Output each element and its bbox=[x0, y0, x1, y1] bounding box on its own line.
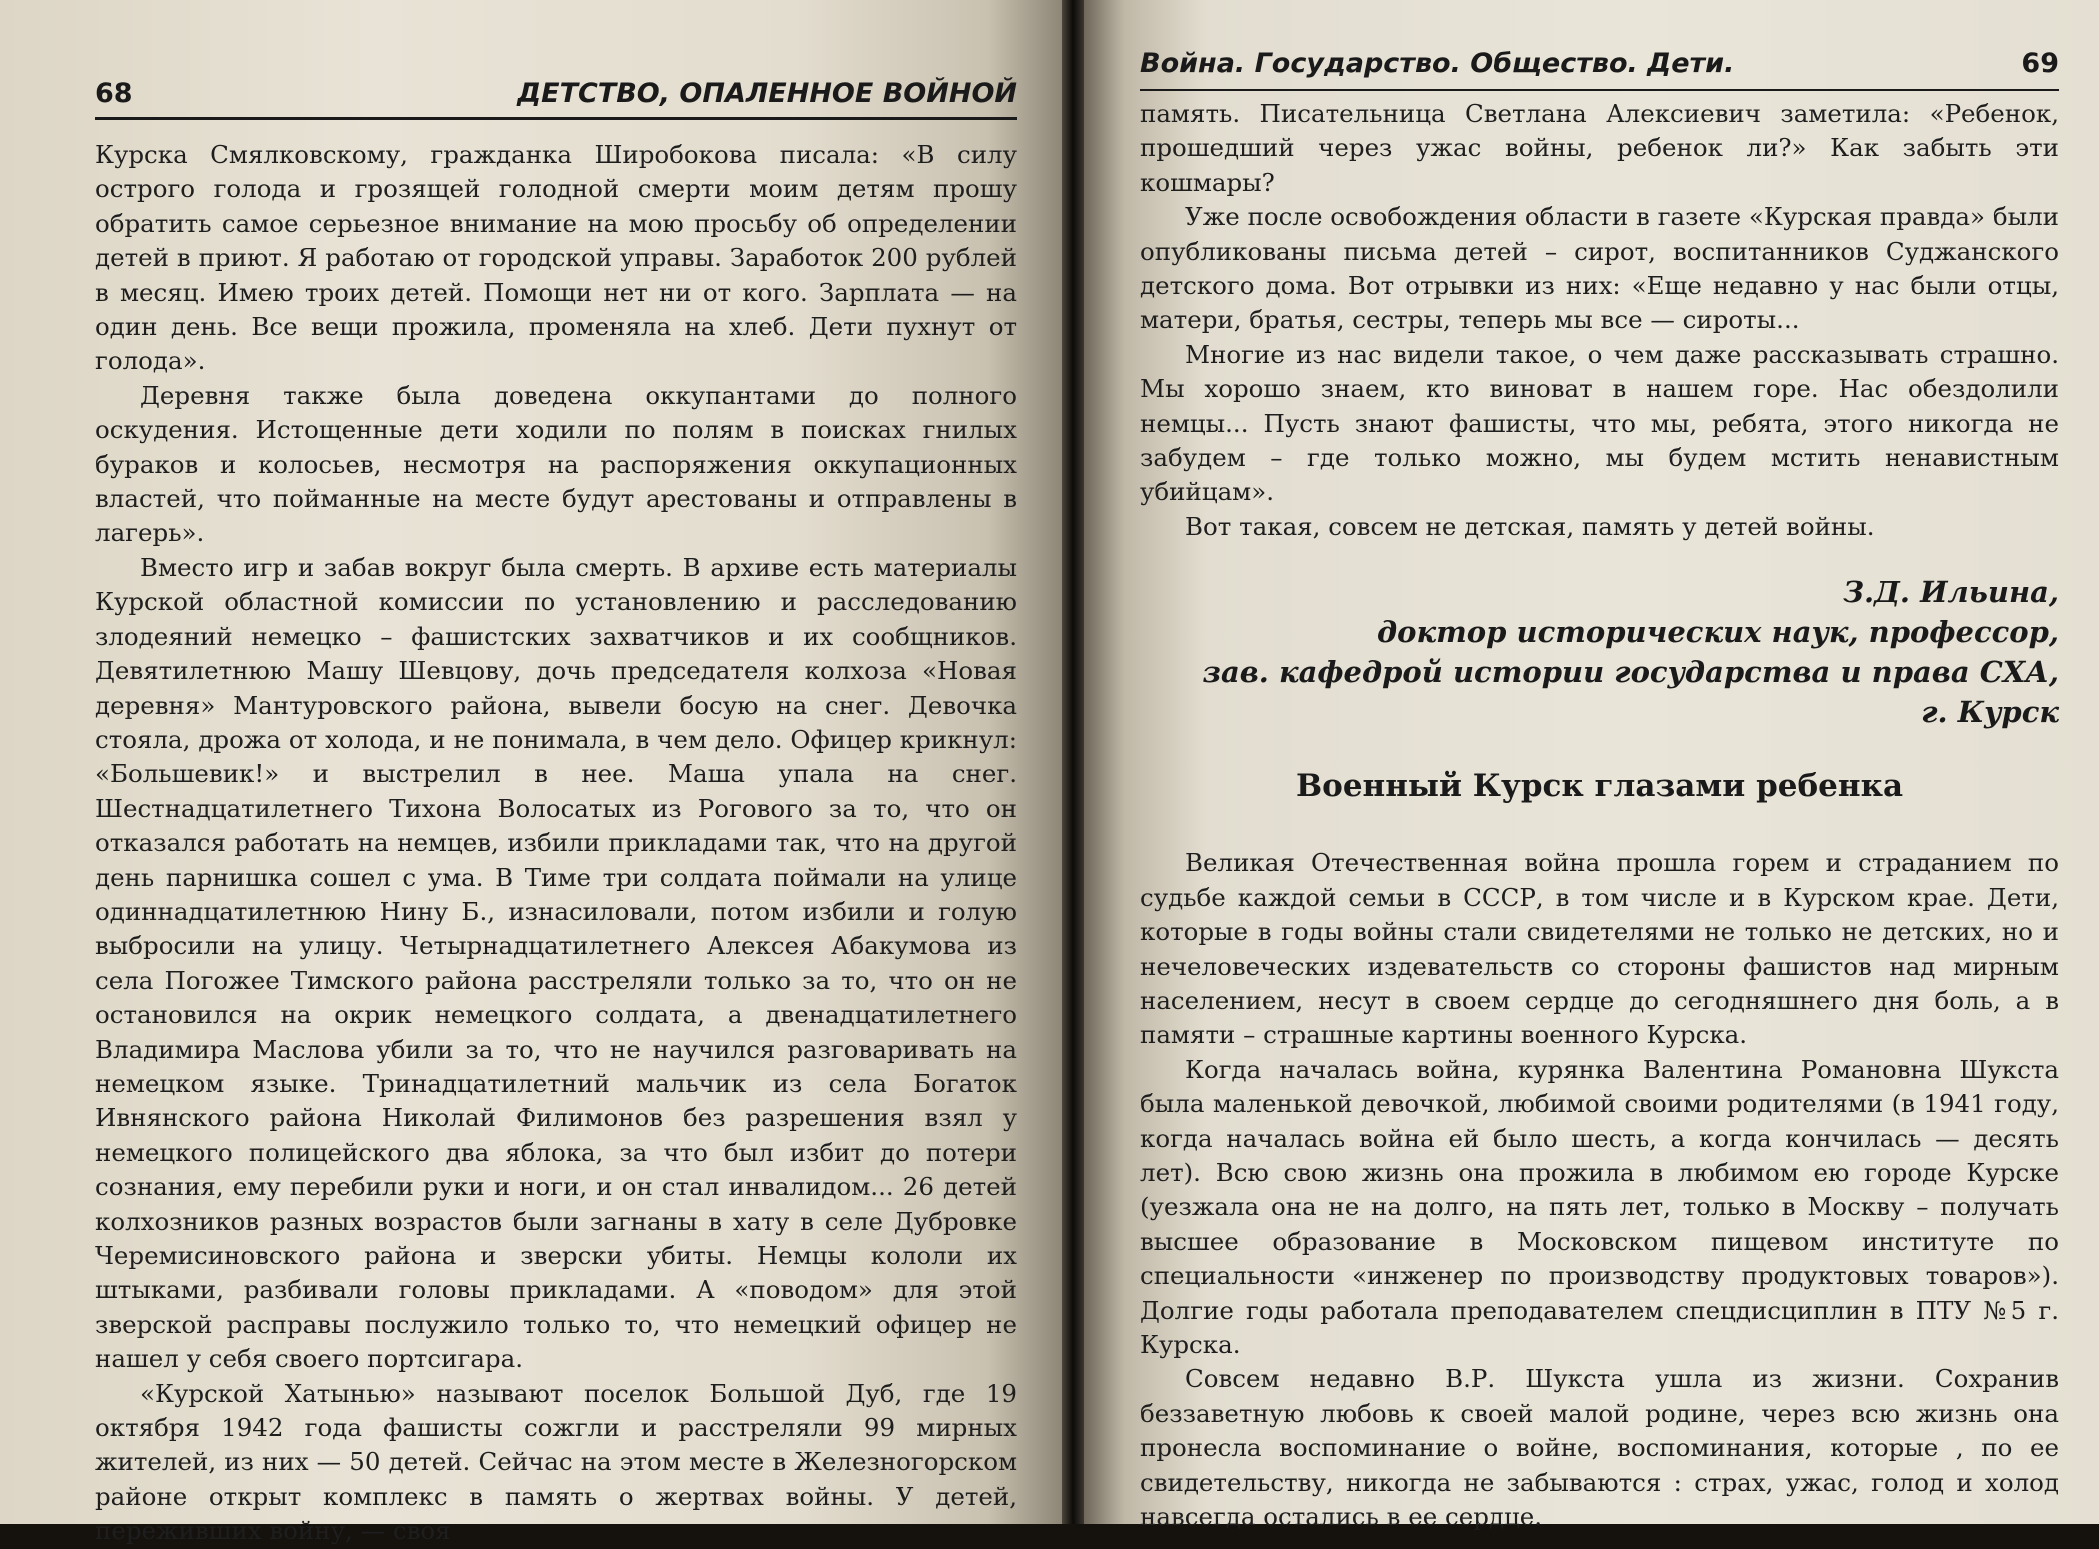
right-paragraph-2: Уже после освобождения области в газете «Курская правда» были опубликованы письма детей – сирот, воспитанников Суджанского детского дома. Вот отрывки из них: «Еще недавно у нас были отцы, матери, братья, сестры, теперь мы все — сироты... bbox=[1140, 202, 2059, 335]
right-paragraph-4: Вот такая, совсем не детская, память у детей войны. bbox=[1185, 511, 1875, 541]
right-paragraph-3: Многие из нас видели такое, о чем даже рассказывать страшно. Мы хорошо знаем, кто виноват в нашем горе. Нас обездолили немцы... Пусть знают фашисты, что мы, ребята, этого никогда не забудем – где только можно, мы будем мстить ненавистным убийцам». bbox=[1140, 339, 2059, 507]
author-city: г. Курск bbox=[1921, 695, 2059, 730]
right-page-body bbox=[1140, 97, 2059, 544]
author-position: зав. кафедрой истории государства и права СХА, bbox=[1202, 655, 2059, 690]
left-running-header bbox=[95, 78, 1017, 120]
section-paragraph-2: Когда началась война, курянка Валентина Романовна Шукста была маленькой девочкой, любимой своими родителями (в 1941 году, когда началась война ей было шесть, а когда кончилась — десять лет). Всю свою жизнь она прожила в любимом ею городе Курске (уезжала она не на долго, на пять лет, только в Москву – получать высшее образование в Московском пищевом институте по специальности «инженер по производству продуктовых товаров»). Долгие годы работала преподавателем спецдисциплин в ПТУ №5 г. Курска. bbox=[1140, 1054, 2059, 1359]
left-page-number: 68 bbox=[95, 78, 133, 109]
right-page bbox=[1084, 0, 2099, 1531]
author-signature bbox=[1140, 572, 2059, 732]
book-gutter bbox=[1062, 0, 1084, 1524]
left-paragraph-2: Деревня также была доведена оккупантами до полного оскудения. Истощенные дети ходили по полям в поисках гнилых бураков и колосьев, несмотря на распоряжения оккупационных властей, что пойманные на месте будут арестованы и отправлены в лагерь». bbox=[95, 380, 1017, 548]
left-paragraph-3: Вместо игр и забав вокруг была смерть. В архиве есть материалы Курской областной комиссии по установлению и расследованию злодеяний немецко – фашистских захватчиков и их сообщников. Девятилетнюю Машу Шевцову, дочь председателя колхоза «Новая деревня» Мантуровского района, вывели босую на снег. Девочка стояла, дрожа от холода, и не понимала, в чем дело. Офицер крикнул: «Большевик!» и выстрелил в нее. Маша упала на снег. Шестнадцатилетнего Тихона Волосатых из Рогового за то, что он отказался работать на немцев, избили прикладами так, что на другой день парнишка сошел с ума. В Тиме три солдата поймали на улице одиннадцатилетнюю Нину Б., изнасиловали, потом избили и голую выбросили на улицу. Четырнадцатилетнего Алексея Абакумова из села Погожее Тимского района расстреляли только за то, что он не остановился на окрик немецкого солдата, а двенадцатилетнего Владимира Маслова убили за то, что не научился разговаривать на немецком языке. Тринадцатилетний мальчик из села Богаток Ивнянского района Николай Филимонов без разрешения взял у немецкого полицейского два яблока, за что был избит до потери сознания, ему перебили руки и ноги, и он стал инвалидом... 26 детей колхозников разных возрастов были загнаны в хату в селе Дубровке Черемисиновского района и зверски убиты. Немцы кололи их штыками, разбивали головы прикладами. А «поводом» для этой зверской расправы послужило только то, что немецкий офицер не нашел у себя своего портсигара. bbox=[95, 552, 1017, 1374]
right-running-header bbox=[1140, 48, 2059, 91]
right-page-section-body bbox=[1140, 846, 2059, 1534]
left-paragraph-4: «Курской Хатынью» называют поселок Большой Дуб, где 19 октября 1942 года фашисты сожгли и расстреляли 99 мирных жителей, из них — 50 детей. Сейчас на этом месте в Железногорском районе открыт комплекс в память о жертвах войны. У детей, переживших войну, — своя bbox=[95, 1378, 1017, 1546]
section-paragraph-1: Великая Отечественная война прошла горем и страданием по судьбе каждой семьи в СССР, в том числе и в Курском крае. Дети, которые в годы войны стали свидетелями не только не детских, но и нечеловеческих издевательств со стороны фашистов над мирным населением, несут в своем сердце до сегодняшнего дня боль, а в памяти – страшные картины военного Курска. bbox=[1140, 848, 2059, 1050]
left-paragraph-1: Курска Смялковскому, гражданка Широбокова писала: «В силу острого голода и грозящей голодной смерти моим детям прошу обратить самое серьезное внимание на мою просьбу об определении детей в приют. Я работаю от городской управы. Заработок 200 рублей в месяц. Имею троих детей. Помощи нет ни от кого. Зарплата — на один день. Все вещи прожила, променяла на хлеб. Дети пухнут от голода». bbox=[95, 140, 1017, 376]
right-running-head-title: Война. Государство. Общество. Дети. bbox=[1140, 48, 1735, 79]
right-page-number: 69 bbox=[2021, 48, 2059, 79]
left-running-head-title: ДЕТСТВО, ОПАЛЕННОЕ ВОЙНОЙ bbox=[517, 78, 1017, 109]
section-paragraph-3: Совсем недавно В.Р. Шукста ушла из жизни. Сохранив беззаветную любовь к своей малой родине, через всю жизнь она пронесла воспоминание о войне, воспоминания, которые , по ее свидетельству, никогда не забываются : страх, ужас, голод и холод навсегда остались в ее сердце. bbox=[1140, 1364, 2059, 1531]
left-page-body bbox=[95, 138, 1017, 1549]
author-degree: доктор исторических наук, профессор, bbox=[1376, 615, 2059, 650]
author-name: З.Д. Ильина, bbox=[1843, 575, 2059, 610]
section-title: Военный Курск глазами ребенка bbox=[1295, 768, 1904, 805]
right-paragraph-1: память. Писательница Светлана Алексиевич заметила: «Ребенок, прошедший через ужас войны, ребенок ли?» Как забыть эти кошмары? bbox=[1140, 99, 2059, 197]
